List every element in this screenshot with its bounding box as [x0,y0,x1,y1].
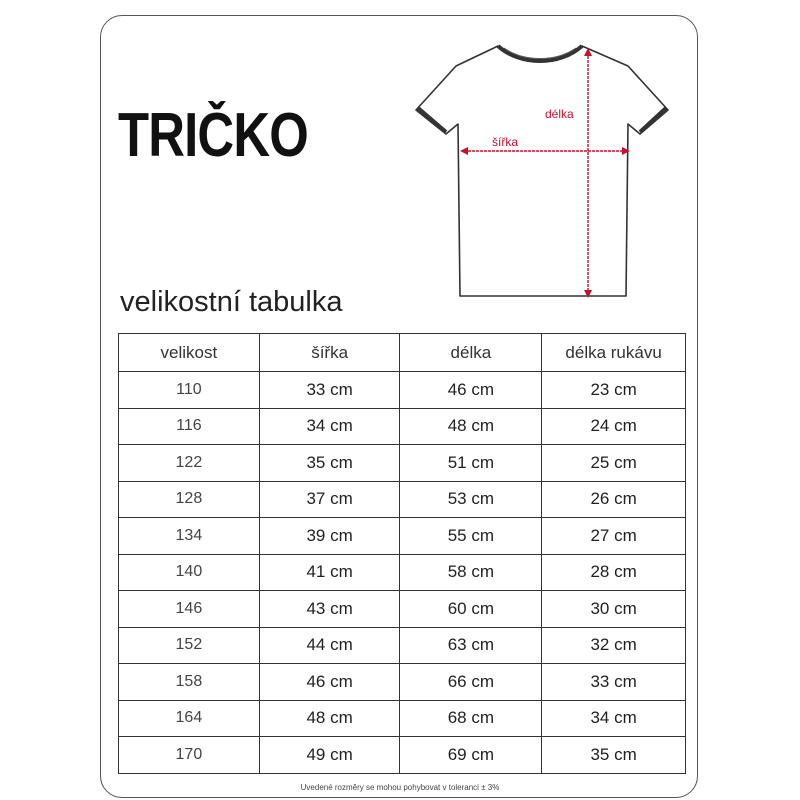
sleeve-length-cell: 28 cm [542,554,686,591]
length-cell: 53 cm [400,481,542,518]
width-cell: 46 cm [259,664,400,701]
length-cell: 58 cm [400,554,542,591]
header-length: délka [400,334,542,372]
size-cell: 128 [119,481,260,518]
length-cell: 48 cm [400,408,542,445]
size-cell: 122 [119,445,260,482]
sleeve-length-cell: 24 cm [542,408,686,445]
sleeve-length-cell: 25 cm [542,445,686,482]
header-width: šířka [259,334,400,372]
length-cell: 46 cm [400,372,542,409]
sleeve-length-cell: 32 cm [542,627,686,664]
table-row [119,372,686,409]
size-cell: 158 [119,664,260,701]
sleeve-length-cell: 23 cm [542,372,686,409]
size-cell: 146 [119,591,260,628]
table-row [119,408,686,445]
table-row [119,518,686,555]
width-cell: 41 cm [259,554,400,591]
width-cell: 48 cm [259,700,400,737]
size-cell: 164 [119,700,260,737]
length-cell: 51 cm [400,445,542,482]
tshirt-diagram [400,38,680,308]
table-row [119,737,686,774]
table-title: velikostní tabulka [120,286,343,318]
width-cell: 34 cm [259,408,400,445]
length-cell: 63 cm [400,627,542,664]
width-cell: 49 cm [259,737,400,774]
length-cell: 55 cm [400,518,542,555]
sleeve-length-cell: 30 cm [542,591,686,628]
size-cell: 140 [119,554,260,591]
size-cell: 152 [119,627,260,664]
size-cell: 116 [119,408,260,445]
width-cell: 44 cm [259,627,400,664]
table-row [119,481,686,518]
length-cell: 60 cm [400,591,542,628]
size-table [118,333,686,774]
table-row [119,627,686,664]
table-row [119,591,686,628]
length-label: délka [545,107,574,121]
sleeve-length-cell: 26 cm [542,481,686,518]
width-cell: 39 cm [259,518,400,555]
width-cell: 35 cm [259,445,400,482]
table-header-row [119,334,686,372]
table-row [119,700,686,737]
width-label: šířka [492,135,519,149]
tolerance-note: Uvedené rozměry se mohou pohybovat v toleranci ± 3% [300,783,500,792]
width-cell: 33 cm [259,372,400,409]
table-row [119,445,686,482]
sleeve-length-cell: 33 cm [542,664,686,701]
width-cell: 37 cm [259,481,400,518]
sleeve-length-cell: 27 cm [542,518,686,555]
header-sleeve-length: délka rukávu [542,334,686,372]
tshirt-outline [416,46,668,296]
length-cell: 68 cm [400,700,542,737]
header-size: velikost [119,334,260,372]
page-title: TRIČKO [118,101,308,170]
sleeve-length-cell: 34 cm [542,700,686,737]
length-cell: 66 cm [400,664,542,701]
table-row [119,554,686,591]
size-cell: 110 [119,372,260,409]
sleeve-length-cell: 35 cm [542,737,686,774]
size-cell: 134 [119,518,260,555]
size-cell: 170 [119,737,260,774]
width-cell: 43 cm [259,591,400,628]
table-row [119,664,686,701]
length-cell: 69 cm [400,737,542,774]
